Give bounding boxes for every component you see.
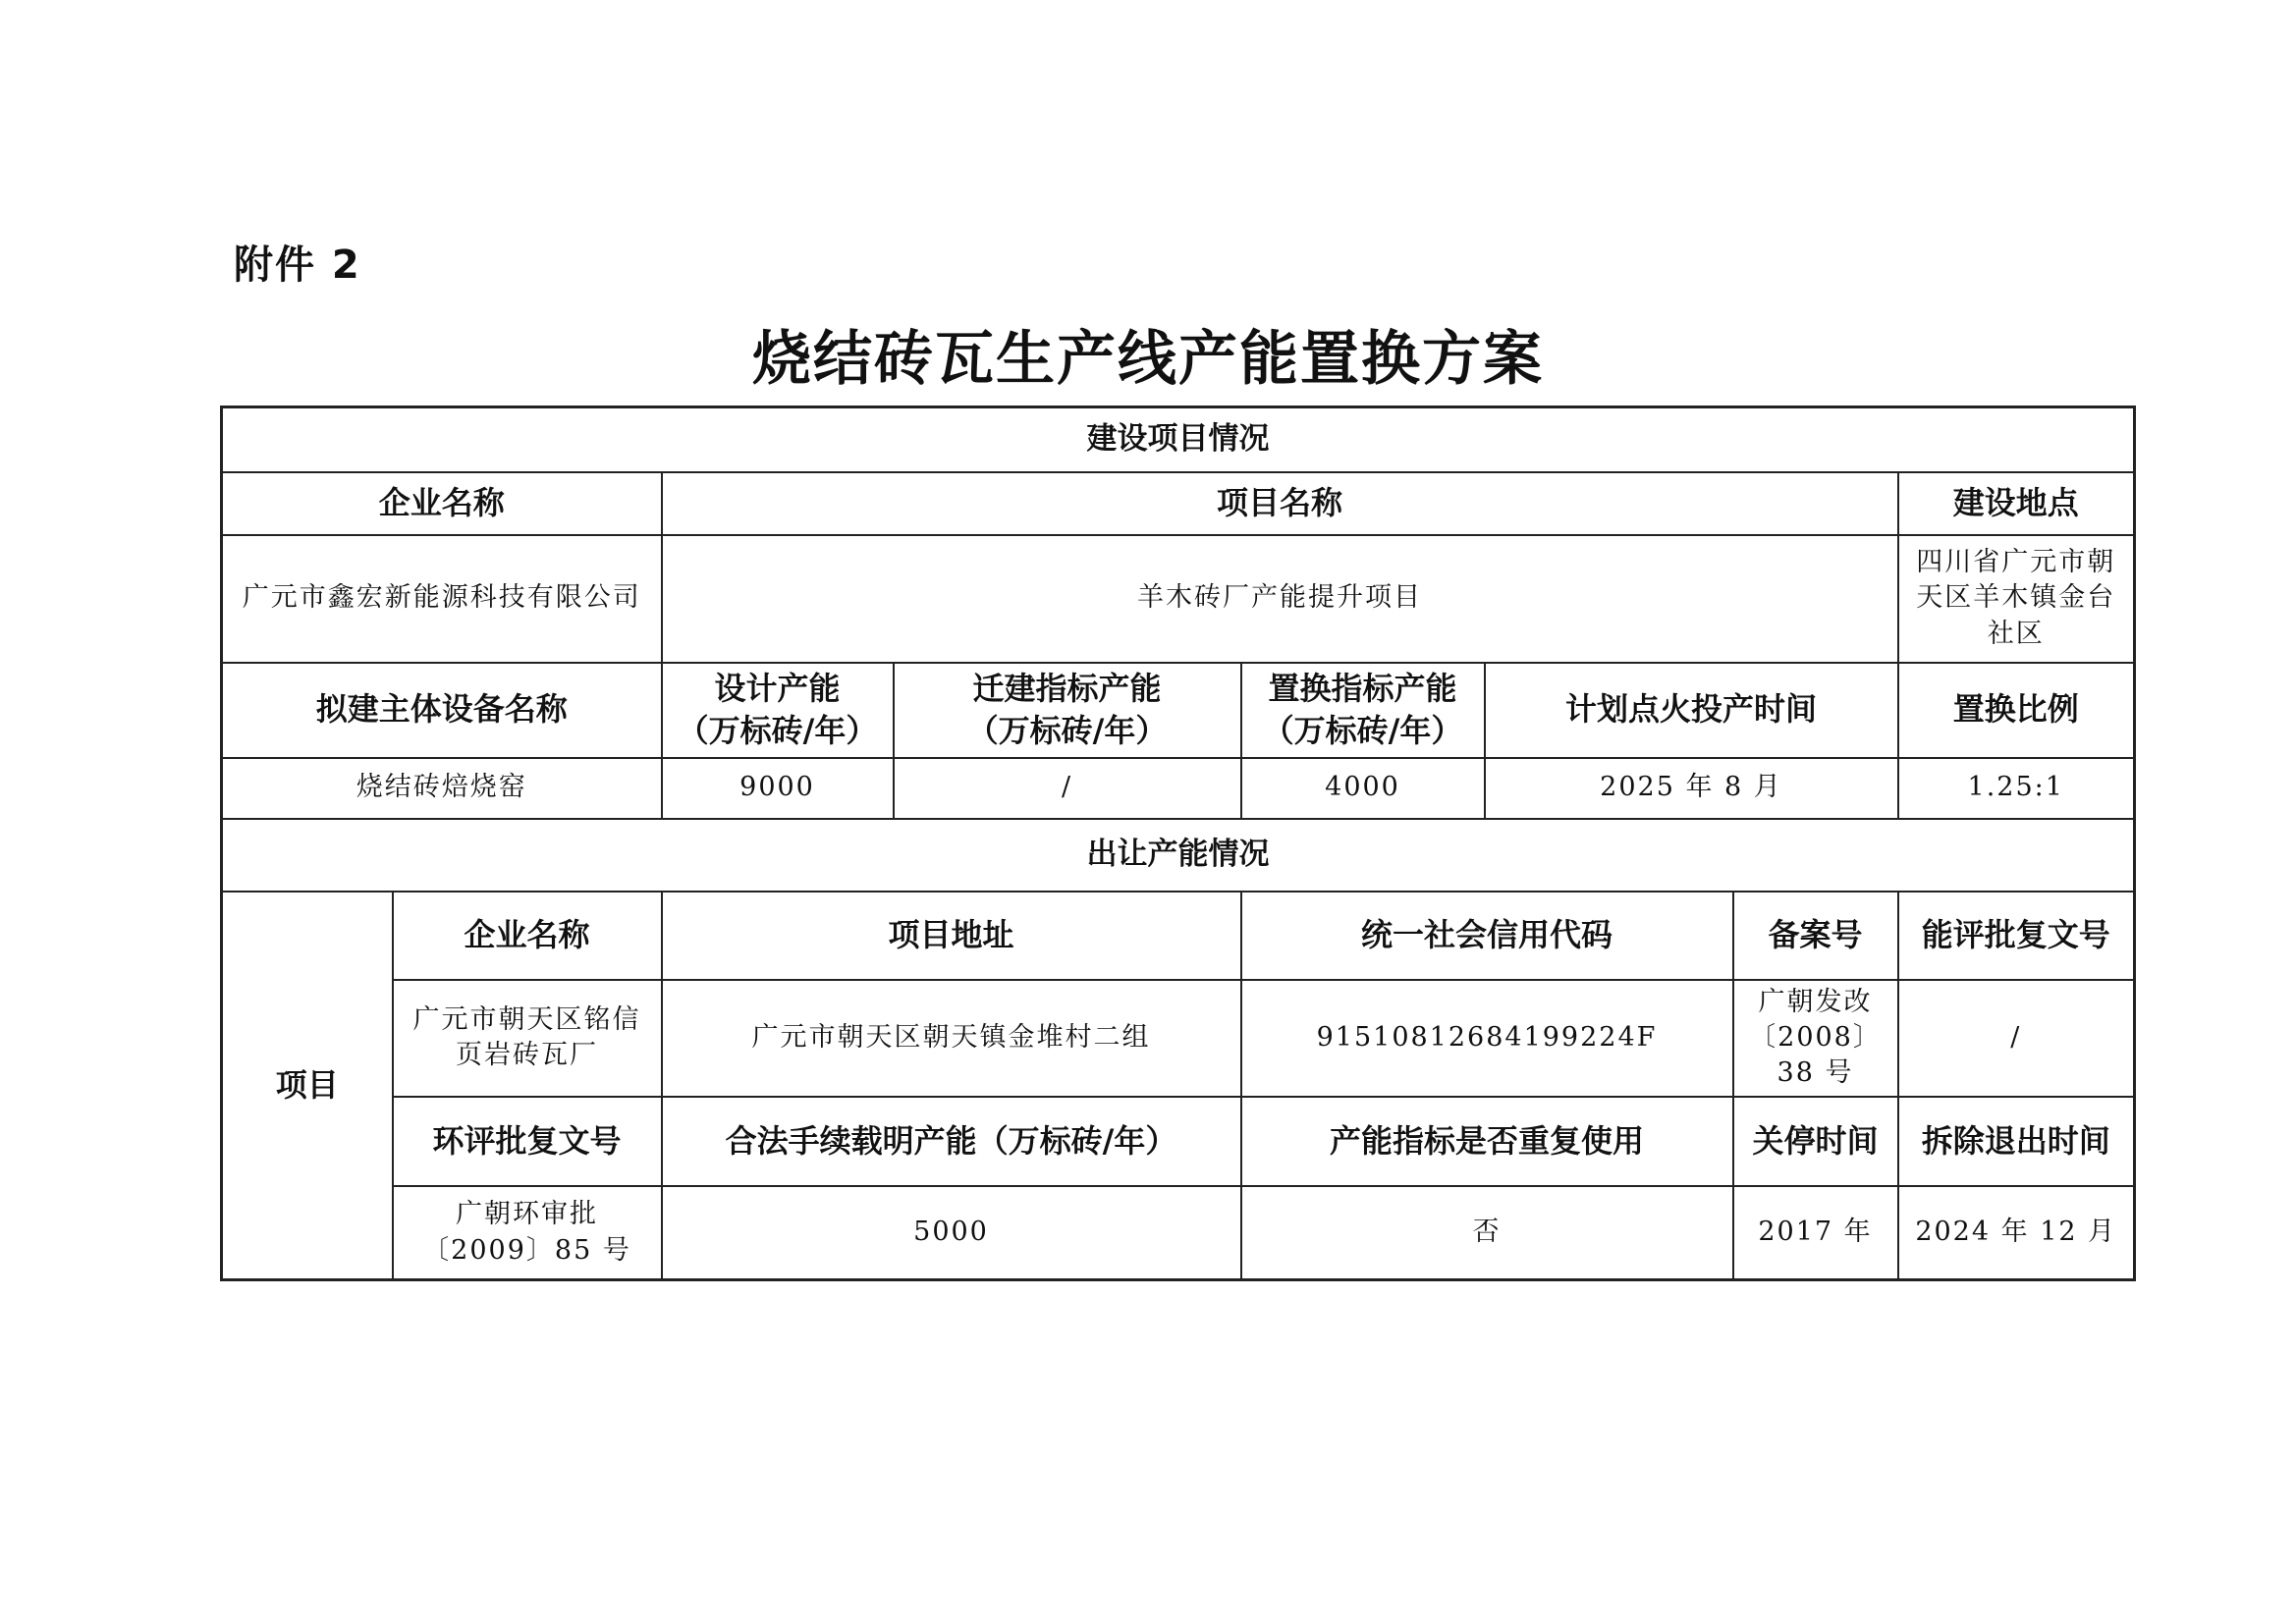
construction-header-row — [222, 472, 2135, 535]
header-replacement-capacity — [1241, 663, 1485, 758]
relocation-capacity-cell: / — [894, 758, 1241, 819]
header-transfer-company: 企业名称 — [393, 892, 662, 980]
transfer-row-label: 项目 — [222, 892, 393, 1280]
header-planned-time: 计划点火投产时间 — [1485, 663, 1898, 758]
header-relocation-capacity — [894, 663, 1241, 758]
transfer-section-row — [222, 819, 2135, 892]
demolition-time-cell: 2024 年 12 月 — [1898, 1186, 2135, 1280]
legal-capacity-cell: 5000 — [662, 1186, 1241, 1280]
project-address-cell: 广元市朝天区朝天镇金堆村二组 — [662, 980, 1241, 1097]
header-line: （万标砖/年） — [966, 712, 1168, 749]
replacement-capacity-cell: 4000 — [1241, 758, 1485, 819]
planned-time-cell: 2025 年 8 月 — [1485, 758, 1898, 819]
replacement-ratio-cell: 1.25:1 — [1898, 758, 2135, 819]
filing-line: 〔2008〕38 号 — [1749, 1021, 1882, 1089]
header-project-name: 项目名称 — [662, 472, 1898, 535]
header-design-capacity — [662, 663, 894, 758]
header-eia-approval: 环评批复文号 — [393, 1097, 662, 1186]
header-legal-capacity: 合法手续载明产能（万标砖/年） — [662, 1097, 1241, 1186]
credit-code-cell: 91510812684199224F — [1241, 980, 1733, 1097]
header-shutdown-time: 关停时间 — [1733, 1097, 1898, 1186]
construction-section-title: 建设项目情况 — [222, 407, 2135, 472]
energy-approval-cell: / — [1898, 980, 2135, 1097]
header-line: （万标砖/年） — [1262, 712, 1463, 749]
transfer-header-row-2 — [222, 1097, 2135, 1186]
transfer-data-row-1 — [222, 980, 2135, 1097]
construction-project-cell: 羊木砖厂产能提升项目 — [662, 535, 1898, 663]
eia-line: 〔2009〕85 号 — [422, 1234, 631, 1266]
header-equipment-name: 拟建主体设备名称 — [222, 663, 662, 758]
header-reuse: 产能指标是否重复使用 — [1241, 1097, 1733, 1186]
filing-number-cell — [1733, 980, 1898, 1097]
construction-info-row — [222, 535, 2135, 663]
equipment-header-row — [222, 663, 2135, 758]
equipment-data-row — [222, 758, 2135, 819]
header-construction-location: 建设地点 — [1898, 472, 2135, 535]
transfer-section-title: 出让产能情况 — [222, 819, 2135, 892]
construction-company-cell: 广元市鑫宏新能源科技有限公司 — [222, 535, 662, 663]
shutdown-time-cell: 2017 年 — [1733, 1186, 1898, 1280]
filing-line: 广朝发改 — [1758, 986, 1873, 1017]
company-line: 页岩砖瓦厂 — [456, 1040, 598, 1071]
document-title: 烧结砖瓦生产线产能置换方案 — [752, 325, 1544, 394]
equipment-name-cell: 烧结砖焙烧窑 — [222, 758, 662, 819]
design-capacity-cell: 9000 — [662, 758, 894, 819]
header-company-name: 企业名称 — [222, 472, 662, 535]
transfer-data-row-2 — [222, 1186, 2135, 1280]
location-line: 四川省广元市朝 — [1916, 546, 2116, 577]
capacity-replacement-table — [220, 406, 2136, 1281]
location-line: 天区羊木镇金台 — [1916, 582, 2116, 614]
header-project-address: 项目地址 — [662, 892, 1241, 980]
header-energy-approval: 能评批复文号 — [1898, 892, 2135, 980]
location-line: 社区 — [1987, 618, 2045, 649]
eia-line: 广朝环审批 — [456, 1199, 598, 1230]
header-line: 设计产能 — [714, 669, 841, 707]
header-demolition-time: 拆除退出时间 — [1898, 1097, 2135, 1186]
eia-approval-cell — [393, 1186, 662, 1280]
header-line: 置换指标产能 — [1268, 669, 1457, 707]
header-filing-number: 备案号 — [1733, 892, 1898, 980]
header-line: （万标砖/年） — [677, 712, 878, 749]
transfer-company-cell — [393, 980, 662, 1097]
reuse-cell: 否 — [1241, 1186, 1733, 1280]
transfer-header-row-1 — [222, 892, 2135, 980]
construction-section-row — [222, 407, 2135, 472]
header-replacement-ratio: 置换比例 — [1898, 663, 2135, 758]
company-line: 广元市朝天区铭信 — [412, 1003, 641, 1035]
header-line: 迁建指标产能 — [972, 669, 1162, 707]
construction-location-cell — [1898, 535, 2135, 663]
header-credit-code: 统一社会信用代码 — [1241, 892, 1733, 980]
attachment-label: 附件 2 — [234, 243, 361, 288]
